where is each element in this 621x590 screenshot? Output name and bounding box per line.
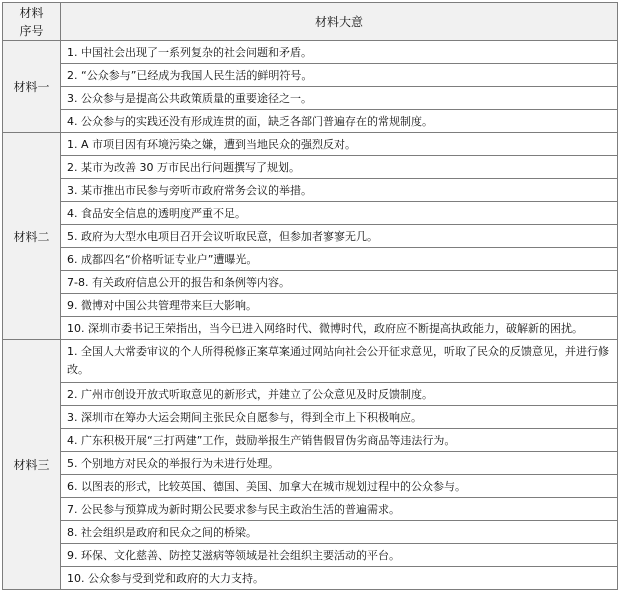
table-row — [3, 429, 618, 452]
table-cell-item: 1. 中国社会出现了一系列复杂的社会问题和矛盾。 — [61, 41, 618, 64]
table-cell-item: 5. 个别地方对民众的举报行为未进行处理。 — [61, 452, 618, 475]
table-cell-item: 2. “公众参与”已经成为我国人民生活的鲜明符号。 — [61, 64, 618, 87]
table-cell-item: 4. 广东积极开展“三打两建”工作，鼓励举报生产销售假冒伪劣商品等违法行为。 — [61, 429, 618, 452]
table-cell-item: 2. 某市为改善 30 万市民出行问题撰写了规划。 — [61, 156, 618, 179]
table-cell-item: 5. 政府为大型水电项目召开会议听取民意，但参加者寥寥无几。 — [61, 225, 618, 248]
table-cell-item: 1. A 市项目因有环境污染之嫌，遭到当地民众的强烈反对。 — [61, 133, 618, 156]
table-cell-item: 7-8. 有关政府信息公开的报告和条例等内容。 — [61, 271, 618, 294]
table-cell-item: 10. 公众参与受到党和政府的大力支持。 — [61, 567, 618, 590]
table-row — [3, 521, 618, 544]
table-row — [3, 41, 618, 64]
materials-table — [2, 2, 618, 590]
table-row — [3, 87, 618, 110]
table-cell-item: 3. 深圳市在筹办大运会期间主张民众自愿参与，得到全市上下积极响应。 — [61, 406, 618, 429]
header-material-summary: 材料大意 — [61, 3, 618, 41]
table-cell-item: 3. 某市推出市民参与旁听市政府常务会议的举措。 — [61, 179, 618, 202]
table-cell-item: 7. 公民参与预算成为新时期公民要求参与民主政治生活的普遍需求。 — [61, 498, 618, 521]
header-material-number-line1: 材料 — [19, 5, 44, 20]
header-material-number — [3, 3, 61, 41]
table-cell-item: 9. 环保、文化慈善、防控艾滋病等领域是社会组织主要活动的平台。 — [61, 544, 618, 567]
table-cell-item: 10. 深圳市委书记王荣指出，当今已进入网络时代、微博时代，政府应不断提高执政能力，破解新的困扰。 — [61, 317, 618, 340]
table-row — [3, 225, 618, 248]
table-row — [3, 340, 618, 383]
table-row — [3, 567, 618, 590]
table-body — [3, 41, 618, 590]
table-row — [3, 110, 618, 133]
table-row — [3, 317, 618, 340]
table-row — [3, 406, 618, 429]
table-cell-item: 1. 全国人大常委审议的个人所得税修正案草案通过网站向社会公开征求意见，听取了民众的反馈意见，并进行修改。 — [61, 340, 618, 383]
table-row — [3, 383, 618, 406]
table-row — [3, 452, 618, 475]
group-label-material-3: 材料三 — [3, 340, 61, 590]
table-row — [3, 64, 618, 87]
table-cell-item: 2. 广州市创设开放式听取意见的新形式，并建立了公众意见及时反馈制度。 — [61, 383, 618, 406]
table-row — [3, 271, 618, 294]
table-cell-item: 9. 微博对中国公共管理带来巨大影响。 — [61, 294, 618, 317]
table-cell-item: 6. 以图表的形式，比较英国、德国、美国、加拿大在城市规划过程中的公众参与。 — [61, 475, 618, 498]
table-cell-item: 8. 社会组织是政府和民众之间的桥梁。 — [61, 521, 618, 544]
table-row — [3, 294, 618, 317]
table-cell-item: 4. 公众参与的实践还没有形成连贯的面，缺乏各部门普遍存在的常规制度。 — [61, 110, 618, 133]
header-material-number-line2: 序号 — [19, 23, 44, 38]
table-cell-item: 6. 成都四名“价格听证专业户”遭曝光。 — [61, 248, 618, 271]
table-row — [3, 544, 618, 567]
table-cell-item: 3. 公众参与是提高公共政策质量的重要途径之一。 — [61, 87, 618, 110]
table-row — [3, 202, 618, 225]
table-row — [3, 248, 618, 271]
table-header-row — [3, 3, 618, 41]
table-row — [3, 156, 618, 179]
group-label-material-2: 材料二 — [3, 133, 61, 340]
table-row — [3, 179, 618, 202]
table-row — [3, 498, 618, 521]
group-label-material-1: 材料一 — [3, 41, 61, 133]
table-row — [3, 475, 618, 498]
table-cell-item: 4. 食品安全信息的透明度严重不足。 — [61, 202, 618, 225]
table-row — [3, 133, 618, 156]
